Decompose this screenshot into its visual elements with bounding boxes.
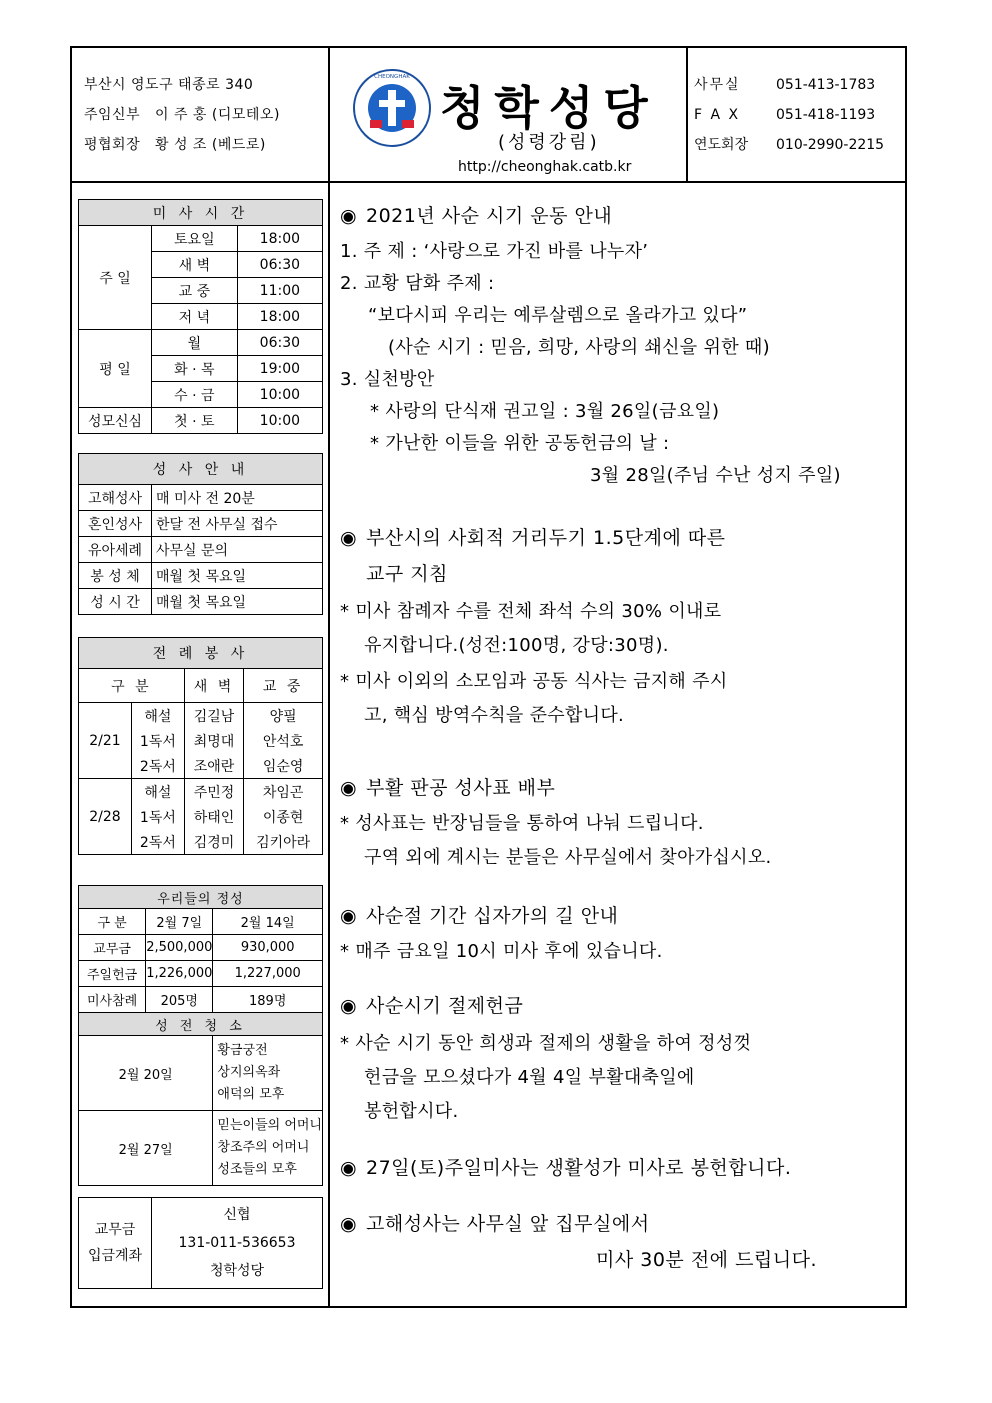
- notice-line: 고, 핵심 방역수칙을 준수합니다.: [364, 705, 625, 726]
- liturgy-col-main: 교 중: [244, 669, 323, 703]
- office-phone: 051-413-1783: [776, 77, 876, 93]
- account-holder: 청학성당: [209, 1263, 265, 1279]
- account-label: [79, 1198, 152, 1289]
- notice-title-text: 27일(토)주일미사는 생활성가 미사로 봉헌합니다.: [366, 1157, 792, 1179]
- sacrament-info: 매월 첫 목요일: [152, 589, 323, 615]
- mass-time: 19:00: [237, 356, 322, 382]
- notice-line: * 사랑의 단식재 권고일 : 3월 26일(금요일): [370, 401, 720, 422]
- sacrament-info: 매월 첫 목요일: [152, 563, 323, 589]
- sacrament-name: 유아세례: [79, 537, 152, 563]
- account-table: [78, 1197, 323, 1289]
- offerings-col-a: 2월 7일: [146, 909, 213, 935]
- mass-time: 10:00: [237, 382, 322, 408]
- marian-label: 성모신심: [79, 408, 152, 434]
- notice-title-text: 부산시의 사회적 거리두기 1.5단계에 따른: [366, 527, 726, 549]
- office-row: [694, 70, 905, 100]
- youth-phone: 010-2990-2215: [776, 137, 885, 153]
- liturgy-title: 전 례 봉 사: [79, 638, 323, 669]
- liturgy-main: 차임곤: [244, 779, 323, 805]
- bullet-icon: ◉: [340, 905, 358, 927]
- notice-title-text: 미사 30분 전에 드립니다.: [596, 1249, 818, 1271]
- sacraments-table: [78, 453, 323, 615]
- sacrament-info: 사무실 문의: [152, 537, 323, 563]
- cleaning-group: 믿는이들의 어머니: [217, 1118, 322, 1133]
- notice-mass-title: [340, 1153, 791, 1180]
- svg-text:CHEONGHAK: CHEONGHAK: [374, 74, 410, 80]
- mass-time: 11:00: [237, 278, 322, 304]
- notice-line: 유지합니다.(성전:100명, 강당:30명).: [364, 635, 669, 656]
- liturgy-col-dawn: 새 벽: [184, 669, 243, 703]
- notice-line: 봉헌합시다.: [364, 1101, 459, 1122]
- fax-number: 051-418-1193: [776, 107, 876, 123]
- website-url[interactable]: http://cheonghak.catb.kr: [458, 159, 632, 175]
- cleaning-date: 2월 20일: [79, 1036, 213, 1111]
- notice-line: * 미사 참례자 수를 전체 좌석 수의 30% 이내로: [340, 601, 722, 622]
- notice-title-text: 교구 지침: [366, 563, 448, 585]
- liturgy-date: 2/21: [79, 703, 132, 779]
- sacrament-name: 고해성사: [79, 485, 152, 511]
- mass-day: 월: [152, 330, 238, 356]
- youth-row: [694, 130, 905, 160]
- mass-day: 토요일: [152, 226, 238, 252]
- offering-name: 주일헌금: [79, 961, 146, 987]
- mass-day: 교 중: [152, 278, 238, 304]
- offerings-col-b: 2월 14일: [213, 909, 323, 935]
- liturgy-dawn: 조애란: [184, 753, 243, 779]
- mass-time: 06:30: [237, 330, 322, 356]
- masthead: [330, 48, 686, 181]
- account-details: [152, 1198, 323, 1289]
- notice-line: “보다시피 우리는 예루살렘으로 올라가고 있다”: [368, 305, 748, 326]
- cleaning-date: 2월 27일: [79, 1111, 213, 1186]
- offerings-col-group: 구 분: [79, 909, 146, 935]
- sacraments-title: 성 사 안 내: [79, 454, 323, 485]
- sacrament-name: 성 시 간: [79, 589, 152, 615]
- notice-line: 헌금을 모으셨다가 4월 4일 부활대축일에: [364, 1067, 695, 1088]
- council-label: 평협회장: [84, 137, 141, 153]
- mass-day: 새 벽: [152, 252, 238, 278]
- notice-line: * 미사 이외의 소모임과 공동 식사는 금지해 주시: [340, 671, 728, 692]
- parish-subtitle: (성령강림): [498, 132, 600, 153]
- fax-row: [694, 100, 905, 130]
- council-row: [84, 130, 328, 160]
- liturgy-main: 김키아라: [244, 829, 323, 855]
- notice-line: * 가난한 이들을 위한 공동헌금의 날 :: [370, 433, 670, 454]
- notice-line: (사순 시기 : 믿음, 희망, 사랑의 쇄신을 위한 때): [388, 337, 770, 358]
- offering-b: 1,227,000: [213, 961, 323, 987]
- sacrament-name: 혼인성사: [79, 511, 152, 537]
- offerings-table: [78, 885, 323, 1186]
- mass-day: 화 · 목: [152, 356, 238, 382]
- notice-stations-title: [340, 901, 618, 928]
- account-label-1: 교무금: [94, 1222, 136, 1238]
- liturgy-main: 양필: [244, 703, 323, 729]
- notice-line: * 사순 시기 동안 희생과 절제의 생활을 하여 정성껏: [340, 1033, 752, 1054]
- bulletin-page: [70, 46, 907, 1308]
- office-label: 사무실: [694, 77, 741, 93]
- weekday-label: 평 일: [79, 330, 152, 408]
- notice-title-text: 사순절 기간 십자가의 길 안내: [366, 905, 619, 927]
- contact-info: [686, 48, 905, 181]
- bullet-icon: ◉: [340, 205, 358, 227]
- mass-time: 18:00: [237, 304, 322, 330]
- offerings-title: 우리들의 정성: [79, 886, 323, 909]
- cleaning-group: 황금궁전: [217, 1043, 268, 1058]
- mass-time: 18:00: [237, 226, 322, 252]
- marian-day: 첫 · 토: [152, 408, 238, 434]
- notice-line: 3. 실천방안: [340, 369, 435, 390]
- sidebar: [72, 181, 330, 1306]
- notice-line: 1. 주 제 : ‘사랑으로 가진 바를 나누자’: [340, 241, 649, 262]
- account-bank: 신협: [223, 1207, 251, 1223]
- liturgy-role: 1독서: [132, 804, 185, 829]
- notice-title-text: 사순시기 절제헌금: [366, 995, 524, 1017]
- liturgy-dawn: 하태인: [184, 804, 243, 829]
- liturgy-date: 2/28: [79, 779, 132, 855]
- liturgy-main: 임순영: [244, 753, 323, 779]
- header: [72, 48, 905, 183]
- notice-title-text: 고해성사는 사무실 앞 집무실에서: [366, 1213, 650, 1235]
- sacrament-name: 봉 성 체: [79, 563, 152, 589]
- council-name: 황 성 조 (베드로): [154, 137, 266, 153]
- mass-times-title: 미 사 시 간: [79, 200, 323, 226]
- offering-name: 미사참례: [79, 987, 146, 1013]
- liturgy-role: 2독서: [132, 753, 185, 779]
- pastor-name: 이 주 홍 (디모테오): [154, 107, 280, 123]
- notice-line: * 매주 금요일 10시 미사 후에 있습니다.: [340, 941, 663, 962]
- notice-lent-campaign-title: [340, 201, 612, 228]
- liturgy-table: [78, 637, 323, 855]
- notice-title-text: 부활 판공 성사표 배부: [366, 777, 556, 799]
- liturgy-role: 해설: [132, 703, 185, 729]
- cleaning-group: 애덕의 모후: [217, 1087, 285, 1102]
- liturgy-main: 이종현: [244, 804, 323, 829]
- liturgy-col-group: 구 분: [79, 669, 185, 703]
- offering-b: 930,000: [213, 935, 323, 961]
- bullet-icon: ◉: [340, 777, 358, 799]
- notice-line: * 성사표는 반장님들을 통하여 나눠 드립니다.: [340, 813, 704, 834]
- marian-time: 10:00: [237, 408, 322, 434]
- address: 부산시 영도구 태종로 340: [84, 77, 254, 93]
- liturgy-role: 1독서: [132, 728, 185, 753]
- notice-line: 구역 외에 계시는 분들은 사무실에서 찾아가십시오.: [364, 847, 772, 868]
- mass-day: 수 · 금: [152, 382, 238, 408]
- parish-title: 청학성당: [440, 81, 658, 135]
- sacrament-info: 한달 전 사무실 접수: [152, 511, 323, 537]
- liturgy-dawn: 주민정: [184, 779, 243, 805]
- offering-a: 2,500,000: [146, 935, 213, 961]
- pastor-label: 주임신부: [84, 107, 141, 123]
- offering-b: 189명: [213, 987, 323, 1013]
- cleaning-title: 성 전 청 소: [79, 1013, 323, 1036]
- account-label-2: 입금계좌: [87, 1248, 143, 1264]
- cleaning-groups: [213, 1036, 323, 1111]
- bullet-icon: ◉: [340, 527, 358, 549]
- cleaning-group: 상지의옥좌: [217, 1065, 281, 1080]
- fax-label: F A X: [694, 107, 741, 123]
- sacrament-info: 매 미사 전 20분: [152, 485, 323, 511]
- liturgy-role: 2독서: [132, 829, 185, 855]
- notice-line: 3월 28일(주님 수난 성지 주일): [590, 465, 841, 486]
- liturgy-main: 안석호: [244, 728, 323, 753]
- bullet-icon: ◉: [340, 1157, 358, 1179]
- account-number: 131-011-536653: [178, 1235, 296, 1251]
- sunday-label: 주 일: [79, 226, 152, 330]
- notice-offering-title: [340, 991, 523, 1018]
- cleaning-group: 창조주의 어머니: [217, 1140, 310, 1155]
- notices: [330, 181, 905, 1306]
- pastor-row: [84, 100, 328, 130]
- parish-info: [72, 48, 330, 181]
- offering-a: 1,226,000: [146, 961, 213, 987]
- liturgy-dawn: 최명대: [184, 728, 243, 753]
- offering-name: 교무금: [79, 935, 146, 961]
- liturgy-dawn: 김길남: [184, 703, 243, 729]
- notice-easter-title: [340, 773, 555, 800]
- cleaning-groups: [213, 1111, 323, 1186]
- offering-a: 205명: [146, 987, 213, 1013]
- notice-confession-title: [340, 1209, 650, 1236]
- notice-line: 2. 교황 담화 주제 :: [340, 273, 495, 294]
- bullet-icon: ◉: [340, 1213, 358, 1235]
- liturgy-role: 해설: [132, 779, 185, 805]
- notice-title-text: 2021년 사순 시기 운동 안내: [366, 205, 613, 227]
- mass-day: 저 녁: [152, 304, 238, 330]
- cleaning-group: 성조들의 모후: [217, 1162, 297, 1177]
- notice-distancing-title: [340, 523, 726, 550]
- bullet-icon: ◉: [340, 995, 358, 1017]
- liturgy-dawn: 김경미: [184, 829, 243, 855]
- church-logo-icon: [352, 68, 432, 148]
- mass-times-table: [78, 199, 323, 434]
- youth-label: 연도회장: [694, 137, 749, 153]
- mass-time: 06:30: [237, 252, 322, 278]
